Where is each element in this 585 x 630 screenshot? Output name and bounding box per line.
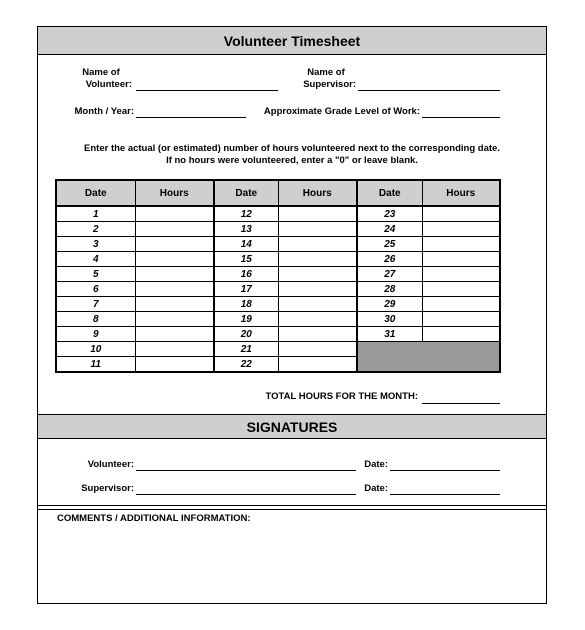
total-hours-label: TOTAL HOURS FOR THE MONTH: (265, 391, 418, 402)
hours-input-cell[interactable] (278, 237, 357, 252)
volunteer-name-field[interactable] (136, 90, 278, 91)
date-cell: 9 (56, 327, 135, 342)
comments-label: COMMENTS / ADDITIONAL INFORMATION: (57, 513, 251, 524)
hours-input-cell[interactable] (135, 252, 214, 267)
date-cell: 21 (214, 342, 278, 357)
column-header-date: Date (357, 180, 422, 206)
table-row (56, 342, 500, 357)
blank-shaded-cell (357, 342, 500, 373)
table-row (56, 206, 500, 222)
hours-input-cell[interactable] (278, 206, 357, 222)
table-row (56, 297, 500, 312)
hours-input-cell[interactable] (135, 342, 214, 357)
hours-input-cell[interactable] (135, 222, 214, 237)
date-cell: 5 (56, 267, 135, 282)
hours-input-cell[interactable] (135, 282, 214, 297)
hours-table-body (56, 206, 500, 372)
hours-input-cell[interactable] (278, 282, 357, 297)
hours-input-cell[interactable] (278, 327, 357, 342)
name-of-volunteer-label (70, 67, 132, 91)
date-cell: 15 (214, 252, 278, 267)
instructions-line-1: Enter the actual (or estimated) number of hours volunteered next to the corresponding date. (84, 143, 500, 154)
hours-input-cell[interactable] (422, 252, 500, 267)
date-cell: 19 (214, 312, 278, 327)
hours-input-cell[interactable] (422, 312, 500, 327)
date-cell: 6 (56, 282, 135, 297)
table-row (56, 282, 500, 297)
hours-table (55, 179, 501, 373)
supervisor-signature-label: Supervisor: (81, 483, 134, 494)
date-cell: 22 (214, 357, 278, 373)
date-cell: 29 (357, 297, 422, 312)
date-cell: 3 (56, 237, 135, 252)
date-cell: 18 (214, 297, 278, 312)
hours-input-cell[interactable] (135, 237, 214, 252)
signatures-header (37, 414, 547, 439)
supervisor-signature-field[interactable] (136, 494, 356, 495)
column-header-date: Date (214, 180, 278, 206)
column-header-hours: Hours (278, 180, 357, 206)
hours-input-cell[interactable] (278, 267, 357, 282)
hours-input-cell[interactable] (422, 327, 500, 342)
hours-input-cell[interactable] (278, 222, 357, 237)
date-cell: 31 (357, 327, 422, 342)
date-cell: 8 (56, 312, 135, 327)
hours-input-cell[interactable] (278, 252, 357, 267)
volunteer-signature-label: Volunteer: (87, 459, 134, 470)
date-cell: 30 (357, 312, 422, 327)
column-header-hours: Hours (135, 180, 214, 206)
hours-input-cell[interactable] (278, 297, 357, 312)
supervisor-date-label: Date: (364, 483, 388, 494)
hours-input-cell[interactable] (278, 342, 357, 357)
volunteer-signature-field[interactable] (136, 470, 356, 471)
label-line: Volunteer: (85, 79, 132, 90)
date-cell: 17 (214, 282, 278, 297)
column-header-date: Date (56, 180, 135, 206)
total-hours-field[interactable] (422, 403, 500, 404)
column-header-hours: Hours (422, 180, 500, 206)
table-row (56, 252, 500, 267)
hours-input-cell[interactable] (135, 267, 214, 282)
hours-input-cell[interactable] (278, 312, 357, 327)
table-row (56, 267, 500, 282)
table-header-row (56, 180, 500, 206)
supervisor-date-field[interactable] (390, 494, 500, 495)
hours-input-cell[interactable] (135, 327, 214, 342)
date-cell: 2 (56, 222, 135, 237)
hours-input-cell[interactable] (422, 267, 500, 282)
section-divider (37, 505, 547, 506)
hours-input-cell[interactable] (135, 312, 214, 327)
label-line: Name of (307, 67, 345, 78)
date-cell: 13 (214, 222, 278, 237)
date-cell: 23 (357, 206, 422, 222)
table-row (56, 222, 500, 237)
label-line: Supervisor: (303, 79, 356, 90)
date-cell: 27 (357, 267, 422, 282)
hours-input-cell[interactable] (135, 357, 214, 373)
volunteer-date-label: Date: (364, 459, 388, 470)
date-cell: 11 (56, 357, 135, 373)
hours-input-cell[interactable] (422, 237, 500, 252)
month-year-label: Month / Year: (74, 106, 134, 117)
hours-input-cell[interactable] (422, 222, 500, 237)
date-cell: 7 (56, 297, 135, 312)
date-cell: 20 (214, 327, 278, 342)
supervisor-name-field[interactable] (358, 90, 500, 91)
table-row (56, 312, 500, 327)
date-cell: 25 (357, 237, 422, 252)
grade-level-field[interactable] (422, 117, 500, 118)
date-cell: 1 (56, 206, 135, 222)
label-line: Name of (82, 67, 120, 78)
date-cell: 28 (357, 282, 422, 297)
date-cell: 24 (357, 222, 422, 237)
hours-input-cell[interactable] (422, 282, 500, 297)
instructions-line-2: If no hours were volunteered, enter a "0" or leave blank. (166, 155, 418, 166)
page-title (37, 26, 547, 55)
hours-input-cell[interactable] (135, 297, 214, 312)
name-of-supervisor-label (296, 67, 356, 91)
date-cell: 16 (214, 267, 278, 282)
month-year-field[interactable] (136, 117, 246, 118)
date-cell: 12 (214, 206, 278, 222)
table-row (56, 237, 500, 252)
volunteer-date-field[interactable] (390, 470, 500, 471)
date-cell: 14 (214, 237, 278, 252)
grade-level-label: Approximate Grade Level of Work: (263, 106, 420, 117)
date-cell: 4 (56, 252, 135, 267)
hours-input-cell[interactable] (135, 206, 214, 222)
date-cell: 26 (357, 252, 422, 267)
hours-input-cell[interactable] (422, 297, 500, 312)
table-row (56, 327, 500, 342)
hours-input-cell[interactable] (422, 206, 500, 222)
date-cell: 10 (56, 342, 135, 357)
title-text: Volunteer Timesheet (223, 32, 361, 49)
signatures-header-text: SIGNATURES (246, 418, 338, 435)
hours-input-cell[interactable] (278, 357, 357, 373)
